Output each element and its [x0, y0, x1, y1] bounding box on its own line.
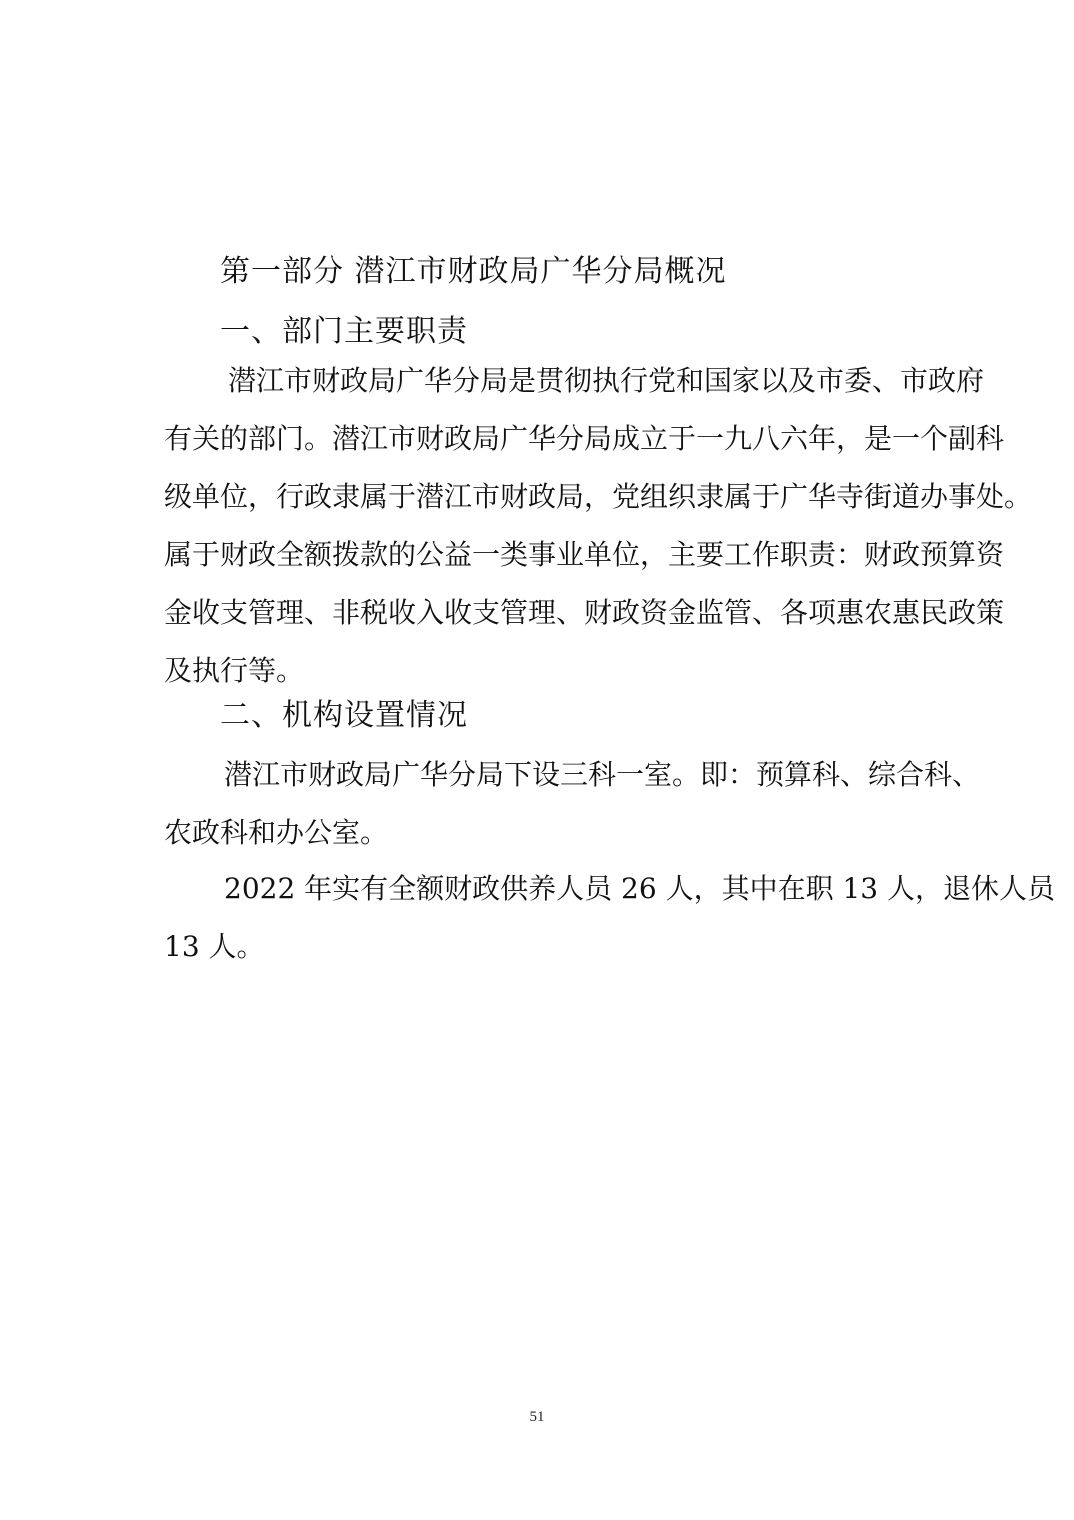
staffing-paragraph [164, 860, 1056, 976]
paragraph-line: 农政科和办公室。 [164, 816, 389, 849]
page-title: 第一部分 潜江市财政局广华分局概况 [220, 254, 727, 289]
paragraph-line: 2022 年实有全额财政供养人员 26 人，其中在职 13 人，退休人员 [224, 872, 1056, 905]
paragraph-line: 属于财政全额拨款的公益一类事业单位，主要工作职责：财政预算资 [164, 538, 1005, 571]
paragraph-line: 金收支管理、非税收入收支管理、财政资金监管、各项惠农惠民政策 [164, 596, 1005, 629]
page-number: 51 [529, 1409, 545, 1425]
paragraph-line: 13 人。 [164, 930, 265, 963]
paragraph-line: 潜江市财政局广华分局下设三科一室。即：预算科、综合科、 [224, 758, 981, 791]
responsibilities-paragraph [164, 352, 1033, 700]
paragraph-line: 有关的部门。潜江市财政局广华分局成立于一九八六年，是一个副科 [164, 422, 1005, 455]
paragraph-line: 级单位，行政隶属于潜江市财政局，党组织隶属于广华寺街道办事处。 [164, 480, 1033, 513]
section-heading-responsibilities: 一、部门主要职责 [220, 314, 468, 349]
paragraph-line: 及执行等。 [164, 654, 305, 687]
section-heading-organization: 二、机构设置情况 [220, 698, 468, 733]
paragraph-line: 潜江市财政局广华分局是贯彻执行党和国家以及市委、市政府 [228, 364, 985, 397]
organization-paragraph [164, 746, 981, 862]
